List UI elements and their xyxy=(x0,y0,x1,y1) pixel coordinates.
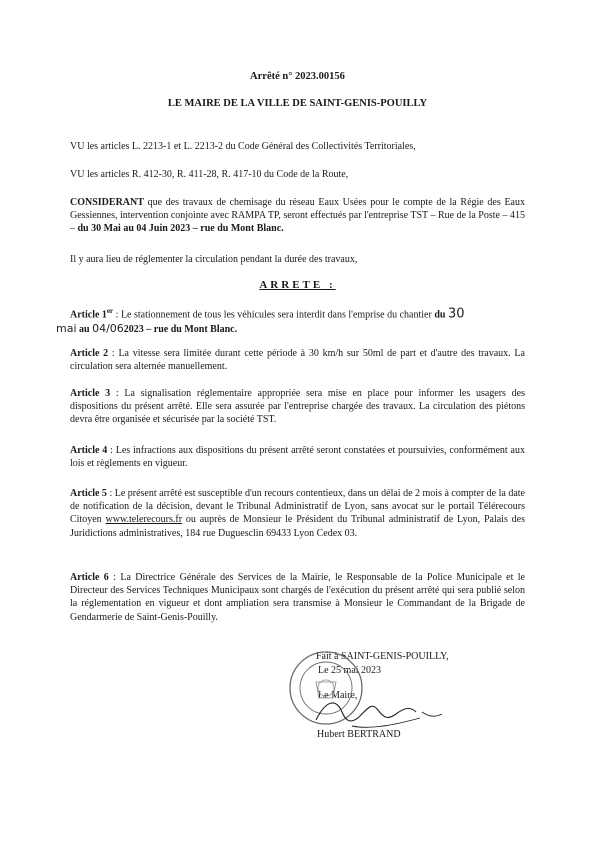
article-2-sep: : xyxy=(108,348,119,359)
article-5-label: Article 5 xyxy=(70,488,107,499)
article-4-label: Article 4 xyxy=(70,445,108,456)
article-1-au: au xyxy=(76,323,93,335)
article-2-label: Article 2 xyxy=(70,348,109,359)
article-6-sep: : xyxy=(108,572,121,583)
article-4-text: Les infractions aux dispositions du présent arrêté seront constatées et poursuivies, conformément aux lois et règlements en vigueur. xyxy=(70,445,525,470)
article-2 xyxy=(70,347,525,373)
considerant-keyword: CONSIDERANT xyxy=(70,197,144,208)
signature-place: Fait à SAINT-GENIS-POUILLY, xyxy=(316,651,449,662)
signature-date: Le 25 mai 2023 xyxy=(318,665,382,676)
considerant-dates: du 30 Mai au 04 Juin 2023 – rue du Mont Blanc. xyxy=(77,223,284,235)
article-1-sup: er xyxy=(106,307,114,315)
article-5-text-b: ou auprès de Monsieur le Président du Tribunal administratif de Lyon, Palais des Juridictions administratives, 184 rue Duguesclin 69433 Lyon Cedex 03. xyxy=(70,514,526,539)
article-4-sep: : xyxy=(107,445,116,456)
article-3 xyxy=(70,387,525,427)
article-4 xyxy=(70,444,525,470)
article-5-sep: : xyxy=(106,488,115,499)
arrete-number: Arrêté n° 2023.00156 xyxy=(250,71,345,82)
handwritten-signature xyxy=(312,690,452,740)
article-5 xyxy=(70,487,525,540)
article-3-text: La signalisation réglementaire appropriée sera mise en place pour informer les usagers des dispositions du présent arrêté. Elle sera assurée par l'entreprise chargée des travaux. La circulation des piétons devra être organisée et sécurisée par la société TST. xyxy=(70,388,525,426)
signature-name: Hubert BERTRAND xyxy=(317,729,401,740)
article-5-text-a: Le présent arrêté est susceptible d'un recours contentieux, dans un délai de 2 mois à compter de la date de notification de la décision, devant le Tribunal Administratif de Lyon, sans avocat sur le portail Télérecours Citoyen xyxy=(70,488,525,526)
article-3-sep: : xyxy=(110,388,125,399)
telerecours-link[interactable]: www.telerecours.fr xyxy=(105,514,183,526)
article-1-sep: : xyxy=(113,309,121,321)
article-6-text: La Directrice Générale des Services de la Mairie, le Responsable de la Police Municipale et le Directeur des Services Techniques Municipaux sont chargés de l'exécution du présent arrêté qui sera publié selon la réglementation en vigueur et dont ampliation sera transmise à Monsieur le Commandant de la Brigade de Gendarmerie de Saint-Genis-Pouilly. xyxy=(70,572,525,623)
article-6 xyxy=(70,571,525,624)
considerant-followup: Il y aura lieu de réglementer la circulation pendant la durée des travaux, xyxy=(70,254,358,265)
authority-title: LE MAIRE DE LA VILLE DE SAINT-GENIS-POUILLY xyxy=(167,98,428,109)
article-1-label: Article 1 xyxy=(70,309,107,321)
article-2-text: La vitesse sera limitée durant cette période à 30 km/h sur 50ml de part et d'autre des travaux. La circulation sera alternée manuellement. xyxy=(70,348,525,373)
article-1-text: Le stationnement de tous les véhicules sera interdit dans l'emprise du chantier xyxy=(120,309,435,321)
handwritten-date: 04/06 xyxy=(92,321,124,335)
considerant-text: que des travaux de chemisage du réseau Eaux Usées pour le compte de la Régie des Eaux Gessiennes, intervention conjointe avec RAMPA TP, seront effectués par l'entreprise TST – Rue de la Poste – 415 – xyxy=(70,197,525,235)
signature-role: Le Maire, xyxy=(318,690,358,701)
vu-line-2: VU les articles R. 412-30, R. 411-28, R. 417-10 du Code de la Route, xyxy=(70,169,349,180)
considerant-paragraph xyxy=(70,196,525,236)
article-6-label: Article 6 xyxy=(70,572,109,583)
arrete-heading: ARRETE : xyxy=(259,279,336,291)
vu-line-1: VU les articles L. 2213-1 et L. 2213-2 du Code Général des Collectivités Territoriales, xyxy=(70,141,416,152)
article-3-label: Article 3 xyxy=(70,388,111,399)
handwritten-mai: mai xyxy=(56,321,77,335)
article-1 xyxy=(56,305,525,336)
article-1-tail: 2023 – rue du Mont Blanc. xyxy=(123,323,238,335)
article-1-du: du xyxy=(434,309,446,321)
handwritten-30: 30 xyxy=(447,306,465,322)
